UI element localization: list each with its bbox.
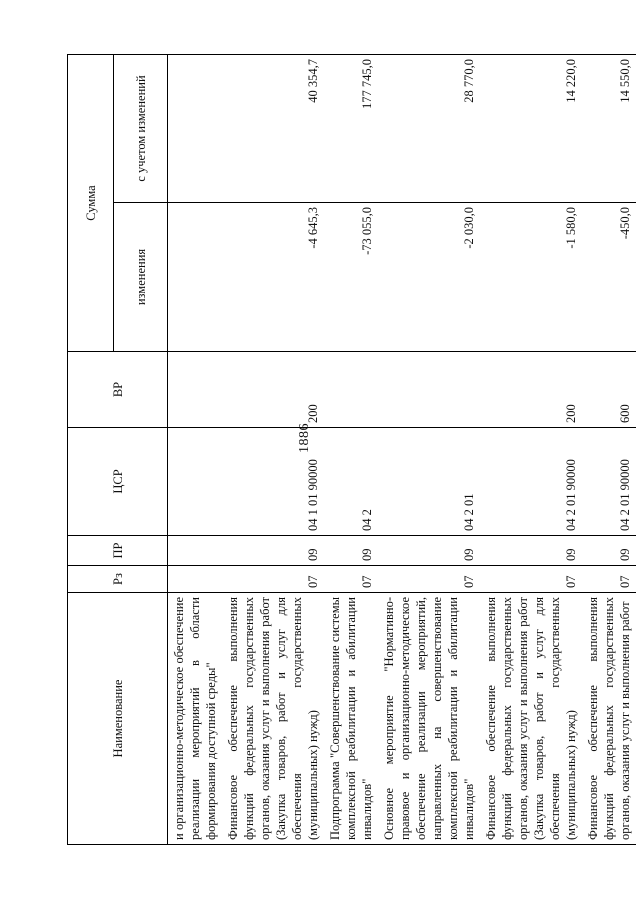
- row-changes: [168, 203, 223, 352]
- row-pr: 09: [324, 536, 378, 566]
- row-with-changes: 40 354,7: [222, 55, 324, 203]
- row-vr: [378, 352, 480, 428]
- row-name: Финансовое обеспечение выполнения функций федеральных государственных органов, оказания услуг и выполнения работ (Закупка товаров, работ и услуг для обеспечения государственных (муниципальных) нужд): [480, 593, 582, 845]
- row-csr: 04 2 01 90000: [480, 428, 582, 536]
- row-rz: 07: [582, 566, 636, 593]
- row-name: и организационно-методическое обеспечение реализации мероприятий в области формирования доступной среды": [168, 593, 223, 845]
- table-row: [168, 55, 223, 845]
- row-rz: 07: [378, 566, 480, 593]
- row-vr: [168, 352, 223, 428]
- row-name: Финансовое обеспечение выполнения функций федеральных государственных органов, оказания услуг и выполнения работ: [582, 593, 636, 845]
- row-changes: -450,0: [582, 203, 636, 352]
- row-vr: [324, 352, 378, 428]
- header-pr: ПР: [68, 536, 168, 566]
- row-csr: 04 2: [324, 428, 378, 536]
- header-sum: Сумма: [68, 55, 114, 352]
- row-changes: -2 030,0: [378, 203, 480, 352]
- row-rz: 07: [480, 566, 582, 593]
- row-csr: 04 2 01: [378, 428, 480, 536]
- page-number: 1886: [297, 423, 312, 453]
- row-pr: 09: [378, 536, 480, 566]
- row-changes: -73 055,0: [324, 203, 378, 352]
- row-with-changes: 28 770,0: [378, 55, 480, 203]
- table-row: [480, 55, 582, 845]
- row-rz: 07: [222, 566, 324, 593]
- row-csr: [168, 428, 223, 536]
- header-changes: изменения: [114, 203, 168, 352]
- row-vr: 600: [582, 352, 636, 428]
- table-row: [324, 55, 378, 845]
- header-name: Наименование: [68, 593, 168, 845]
- row-vr: 200: [222, 352, 324, 428]
- row-with-changes: [168, 55, 223, 203]
- row-with-changes: 14 220,0: [480, 55, 582, 203]
- row-rz: 07: [324, 566, 378, 593]
- header-csr: ЦСР: [68, 428, 168, 536]
- row-changes: -1 580,0: [480, 203, 582, 352]
- row-csr: 04 1 01 90000: [222, 428, 324, 536]
- row-csr: 04 2 01 90000: [582, 428, 636, 536]
- row-changes: -4 645,3: [222, 203, 324, 352]
- row-pr: 09: [582, 536, 636, 566]
- table-row: [378, 55, 480, 845]
- row-pr: 09: [222, 536, 324, 566]
- row-with-changes: 14 550,0: [582, 55, 636, 203]
- table-row: [582, 55, 636, 845]
- header-with-changes: с учетом изменений: [114, 55, 168, 203]
- table-row: [222, 55, 324, 845]
- row-name: Основное мероприятие "Нормативно-правовое и организационно-методическое обеспечение реализации мероприятий, направленных на совершенствование комплексной реабилитации и абилитации инвалидов": [378, 593, 480, 845]
- header-vr: ВР: [68, 352, 168, 428]
- row-name: Финансовое обеспечение выполнения функций федеральных государственных органов, оказания услуг и выполнения работ (Закупка товаров, работ и услуг для обеспечения государственных (муниципальных) нужд): [222, 593, 324, 845]
- row-pr: [168, 536, 223, 566]
- row-with-changes: 177 745,0: [324, 55, 378, 203]
- row-name: Подпрограмма "Совершенствование системы комплексной реабилитации и абилитации инвалидов": [324, 593, 378, 845]
- row-vr: 200: [480, 352, 582, 428]
- header-rz: Рз: [68, 566, 168, 593]
- row-pr: 09: [480, 536, 582, 566]
- row-rz: [168, 566, 223, 593]
- rotated-table-container: [67, 55, 632, 845]
- budget-table: [67, 54, 636, 845]
